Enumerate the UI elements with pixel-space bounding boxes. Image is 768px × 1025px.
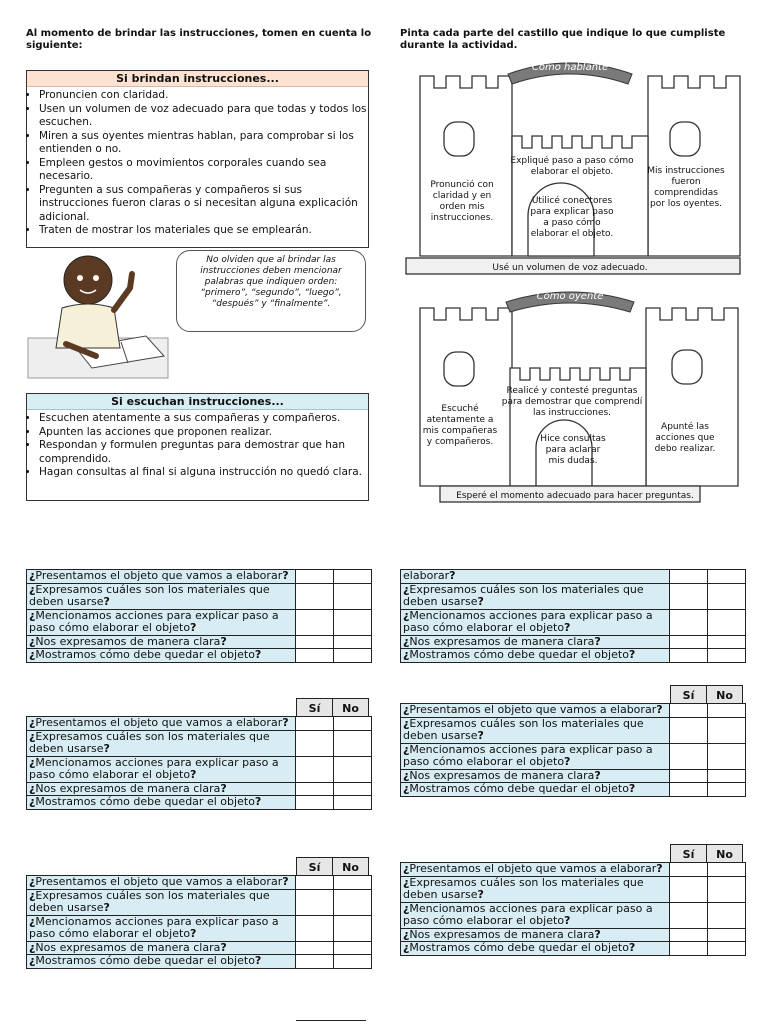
no-checkbox[interactable]	[708, 570, 746, 584]
yes-column-header: Sí	[297, 699, 333, 718]
listener-left-tower-label: Escuché atentamente a mis compañeras y compañeros.	[422, 404, 498, 447]
table-row	[401, 902, 746, 928]
table-row	[27, 941, 372, 955]
question-cell: ¿Mostramos cómo debe quedar el objeto?	[401, 649, 670, 663]
no-checkbox[interactable]	[708, 902, 746, 928]
list-item: • Miren a sus oyentes mientras hablan, para comprobar si los entienden o no.	[39, 130, 368, 157]
table-row	[401, 783, 746, 797]
listener-tips-box	[26, 393, 369, 501]
question-cell: ¿Nos expresamos de manera clara?	[27, 941, 296, 955]
yes-checkbox[interactable]	[670, 783, 708, 797]
no-checkbox[interactable]	[334, 570, 372, 584]
list-item: • Usen un volumen de voz adecuado para que todas y todos los escuchen.	[39, 103, 368, 130]
checklist-table	[26, 716, 372, 810]
question-cell: ¿Mostramos cómo debe quedar el objeto?	[27, 955, 296, 969]
speech-bubble: No olviden que al brindar las instrucciones deben mencionar palabras que indiquen orden: “primero”, “segundo”, “luego”, “después” y “finalmente”.	[176, 250, 366, 332]
left-intro: Al momento de brindar las instrucciones, tomen en cuenta lo siguiente:	[26, 28, 372, 51]
no-checkbox[interactable]	[708, 783, 746, 797]
table-row	[27, 756, 372, 782]
question-cell: ¿Presentamos el objeto que vamos a elaborar?	[27, 570, 296, 584]
checklist-table	[400, 703, 746, 797]
checklist-table	[26, 875, 372, 969]
yes-checkbox[interactable]	[670, 942, 708, 956]
listener-tips-list	[27, 412, 368, 480]
no-checkbox[interactable]	[708, 942, 746, 956]
question-cell: ¿Expresamos cuáles son los materiales que deben usarse?	[401, 583, 670, 609]
yes-checkbox[interactable]	[296, 941, 334, 955]
question-cell: ¿Mencionamos acciones para explicar paso a paso cómo elaborar el objeto?	[401, 902, 670, 928]
question-cell: ¿Expresamos cuáles son los materiales que deben usarse?	[27, 889, 296, 915]
right-intro: Pinta cada parte del castillo que indique lo que cumpliste durante la actividad.	[400, 28, 726, 51]
no-column-header: No	[707, 845, 743, 864]
question-cell: ¿Presentamos el objeto que vamos a elaborar?	[27, 876, 296, 890]
no-checkbox[interactable]	[708, 876, 746, 902]
table-row	[401, 649, 746, 663]
listener-castle-banner: Como oyente	[536, 291, 604, 302]
table-row	[27, 782, 372, 796]
listener-base-label: Esperé el momento adecuado para hacer preguntas.	[456, 491, 694, 501]
speaker-base-label: Usé un volumen de voz adecuado.	[492, 263, 648, 273]
yes-checkbox[interactable]	[296, 782, 334, 796]
yes-checkbox[interactable]	[296, 756, 334, 782]
table-row	[27, 889, 372, 915]
no-checkbox[interactable]	[334, 730, 372, 756]
no-column-header: No	[333, 858, 369, 877]
table-row	[27, 583, 372, 609]
list-item: • Pronuncien con claridad.	[39, 89, 368, 103]
yes-column-header: Sí	[297, 858, 333, 877]
list-item: • Empleen gestos o movimientos corporales cuando sea necesario.	[39, 157, 368, 184]
yes-checkbox[interactable]	[296, 730, 334, 756]
yes-checkbox[interactable]	[670, 635, 708, 649]
yes-checkbox[interactable]	[670, 649, 708, 663]
speaker-door-label: Utilicé conectores para explicar paso a paso cómo elaborar el objeto.	[530, 196, 614, 239]
no-checkbox[interactable]	[334, 941, 372, 955]
question-cell: ¿Mostramos cómo debe quedar el objeto?	[27, 796, 296, 810]
yes-checkbox[interactable]	[296, 955, 334, 969]
yes-column-header: Sí	[671, 686, 707, 705]
list-item: • Traten de mostrar los materiales que se emplearán.	[39, 224, 368, 238]
yes-checkbox[interactable]	[670, 928, 708, 942]
question-cell: ¿Mencionamos acciones para explicar paso a paso cómo elaborar el objeto?	[27, 609, 296, 635]
child-reading-illustration	[26, 248, 176, 383]
table-row	[27, 730, 372, 756]
yes-checkbox[interactable]	[670, 902, 708, 928]
question-cell: ¿Expresamos cuáles son los materiales que deben usarse?	[401, 717, 670, 743]
list-item: • Hagan consultas al final si alguna instrucción no quedó clara.	[39, 466, 368, 480]
table-row	[401, 743, 746, 769]
speaker-right-tower-label: Mis instrucciones fueron comprendidas por los oyentes.	[647, 166, 725, 209]
question-cell: ¿Nos expresamos de manera clara?	[401, 769, 670, 783]
table-row	[401, 609, 746, 635]
table-row	[27, 609, 372, 635]
table-row	[401, 570, 746, 584]
no-checkbox[interactable]	[708, 928, 746, 942]
yes-checkbox[interactable]	[670, 717, 708, 743]
question-cell: ¿Mostramos cómo debe quedar el objeto?	[401, 942, 670, 956]
yes-checkbox[interactable]	[670, 570, 708, 584]
speaker-tips-title: Si brindan instrucciones...	[27, 71, 368, 87]
no-checkbox[interactable]	[708, 717, 746, 743]
no-checkbox[interactable]	[334, 635, 372, 649]
no-checkbox[interactable]	[334, 915, 372, 941]
yes-checkbox[interactable]	[296, 796, 334, 810]
table-row	[27, 635, 372, 649]
question-cell: elaborar?	[401, 570, 670, 584]
question-cell: ¿Mostramos cómo debe quedar el objeto?	[27, 649, 296, 663]
yes-checkbox[interactable]	[296, 570, 334, 584]
no-checkbox[interactable]	[708, 583, 746, 609]
listener-right-tower-label: Apunté las acciones que debo realizar.	[654, 422, 716, 454]
no-checkbox[interactable]	[334, 649, 372, 663]
no-checkbox[interactable]	[334, 782, 372, 796]
yes-checkbox[interactable]	[670, 876, 708, 902]
question-cell: ¿Mostramos cómo debe quedar el objeto?	[401, 783, 670, 797]
no-checkbox[interactable]	[334, 609, 372, 635]
no-checkbox[interactable]	[708, 649, 746, 663]
checklist-table	[26, 569, 372, 663]
no-checkbox[interactable]	[334, 796, 372, 810]
no-checkbox[interactable]	[334, 756, 372, 782]
yes-checkbox[interactable]	[296, 889, 334, 915]
table-row	[27, 570, 372, 584]
checklist-header	[670, 685, 743, 705]
listener-center-label: Realicé y contesté preguntas para demostrar que comprendí las instrucciones.	[501, 386, 643, 418]
yes-checkbox[interactable]	[670, 583, 708, 609]
table-row	[27, 915, 372, 941]
question-cell: ¿Mencionamos acciones para explicar paso a paso cómo elaborar el objeto?	[27, 756, 296, 782]
question-cell: ¿Expresamos cuáles son los materiales que deben usarse?	[401, 876, 670, 902]
no-checkbox[interactable]	[708, 609, 746, 635]
table-row	[401, 717, 746, 743]
table-row	[401, 583, 746, 609]
table-row	[401, 704, 746, 718]
yes-checkbox[interactable]	[296, 635, 334, 649]
checklist-header	[296, 857, 369, 877]
question-cell: ¿Expresamos cuáles son los materiales que deben usarse?	[27, 583, 296, 609]
no-column-header: No	[333, 699, 369, 718]
question-cell: ¿Nos expresamos de manera clara?	[401, 635, 670, 649]
no-checkbox[interactable]	[334, 889, 372, 915]
list-item: • Pregunten a sus compañeras y compañeros si sus instrucciones fueron claras o si necesitan alguna explicación adicional.	[39, 184, 368, 225]
table-row	[27, 876, 372, 890]
yes-checkbox[interactable]	[670, 769, 708, 783]
no-checkbox[interactable]	[708, 743, 746, 769]
question-cell: ¿Mencionamos acciones para explicar paso a paso cómo elaborar el objeto?	[27, 915, 296, 941]
cut-off-header	[296, 1020, 366, 1025]
list-item: • Escuchen atentamente a sus compañeras y compañeros.	[39, 412, 368, 426]
yes-checkbox[interactable]	[296, 717, 334, 731]
no-checkbox[interactable]	[334, 955, 372, 969]
table-row	[27, 717, 372, 731]
listener-door-label: Hice consultas para aclarar mis dudas.	[540, 434, 606, 466]
speaker-center-label: Expliqué paso a paso cómo elaborar el objeto.	[510, 156, 634, 177]
question-cell: ¿Presentamos el objeto que vamos a elaborar?	[27, 717, 296, 731]
table-row	[27, 649, 372, 663]
yes-checkbox[interactable]	[296, 876, 334, 890]
yes-column-header: Sí	[671, 845, 707, 864]
yes-checkbox[interactable]	[670, 743, 708, 769]
yes-checkbox[interactable]	[296, 609, 334, 635]
question-cell: ¿Expresamos cuáles son los materiales que deben usarse?	[27, 730, 296, 756]
yes-checkbox[interactable]	[670, 863, 708, 877]
question-cell: ¿Mencionamos acciones para explicar paso a paso cómo elaborar el objeto?	[401, 609, 670, 635]
no-checkbox[interactable]	[334, 717, 372, 731]
list-item: • Apunten las acciones que proponen realizar.	[39, 426, 368, 440]
speaker-tips-box	[26, 70, 369, 248]
yes-checkbox[interactable]	[296, 583, 334, 609]
table-row	[401, 876, 746, 902]
yes-checkbox[interactable]	[670, 609, 708, 635]
yes-checkbox[interactable]	[296, 649, 334, 663]
no-checkbox[interactable]	[334, 876, 372, 890]
no-column-header: No	[707, 686, 743, 705]
no-checkbox[interactable]	[708, 704, 746, 718]
table-row	[401, 769, 746, 783]
no-checkbox[interactable]	[708, 635, 746, 649]
question-cell: ¿Nos expresamos de manera clara?	[27, 782, 296, 796]
speaker-castle-banner: Como hablante	[531, 62, 609, 73]
checklist-table	[400, 569, 746, 663]
listener-tips-title: Si escuchan instrucciones...	[27, 394, 368, 410]
checklist-table	[400, 862, 746, 956]
no-checkbox[interactable]	[708, 769, 746, 783]
list-item: • Respondan y formulen preguntas para demostrar que han comprendido.	[39, 439, 368, 466]
question-cell: ¿Presentamos el objeto que vamos a elaborar?	[401, 863, 670, 877]
question-cell: ¿Nos expresamos de manera clara?	[401, 928, 670, 942]
table-row	[401, 928, 746, 942]
checklist-header	[670, 844, 743, 864]
question-cell: ¿Presentamos el objeto que vamos a elaborar?	[401, 704, 670, 718]
table-row	[401, 863, 746, 877]
table-row	[401, 635, 746, 649]
yes-checkbox[interactable]	[670, 704, 708, 718]
question-cell: ¿Nos expresamos de manera clara?	[27, 635, 296, 649]
speaker-left-tower-label: Pronunció con claridad y en orden mis instrucciones.	[430, 180, 494, 223]
checklist-header	[296, 698, 369, 718]
no-checkbox[interactable]	[708, 863, 746, 877]
table-row	[27, 796, 372, 810]
yes-checkbox[interactable]	[296, 915, 334, 941]
speaker-tips-list	[27, 89, 368, 238]
question-cell: ¿Mencionamos acciones para explicar paso a paso cómo elaborar el objeto?	[401, 743, 670, 769]
table-row	[27, 955, 372, 969]
table-row	[401, 942, 746, 956]
no-checkbox[interactable]	[334, 583, 372, 609]
